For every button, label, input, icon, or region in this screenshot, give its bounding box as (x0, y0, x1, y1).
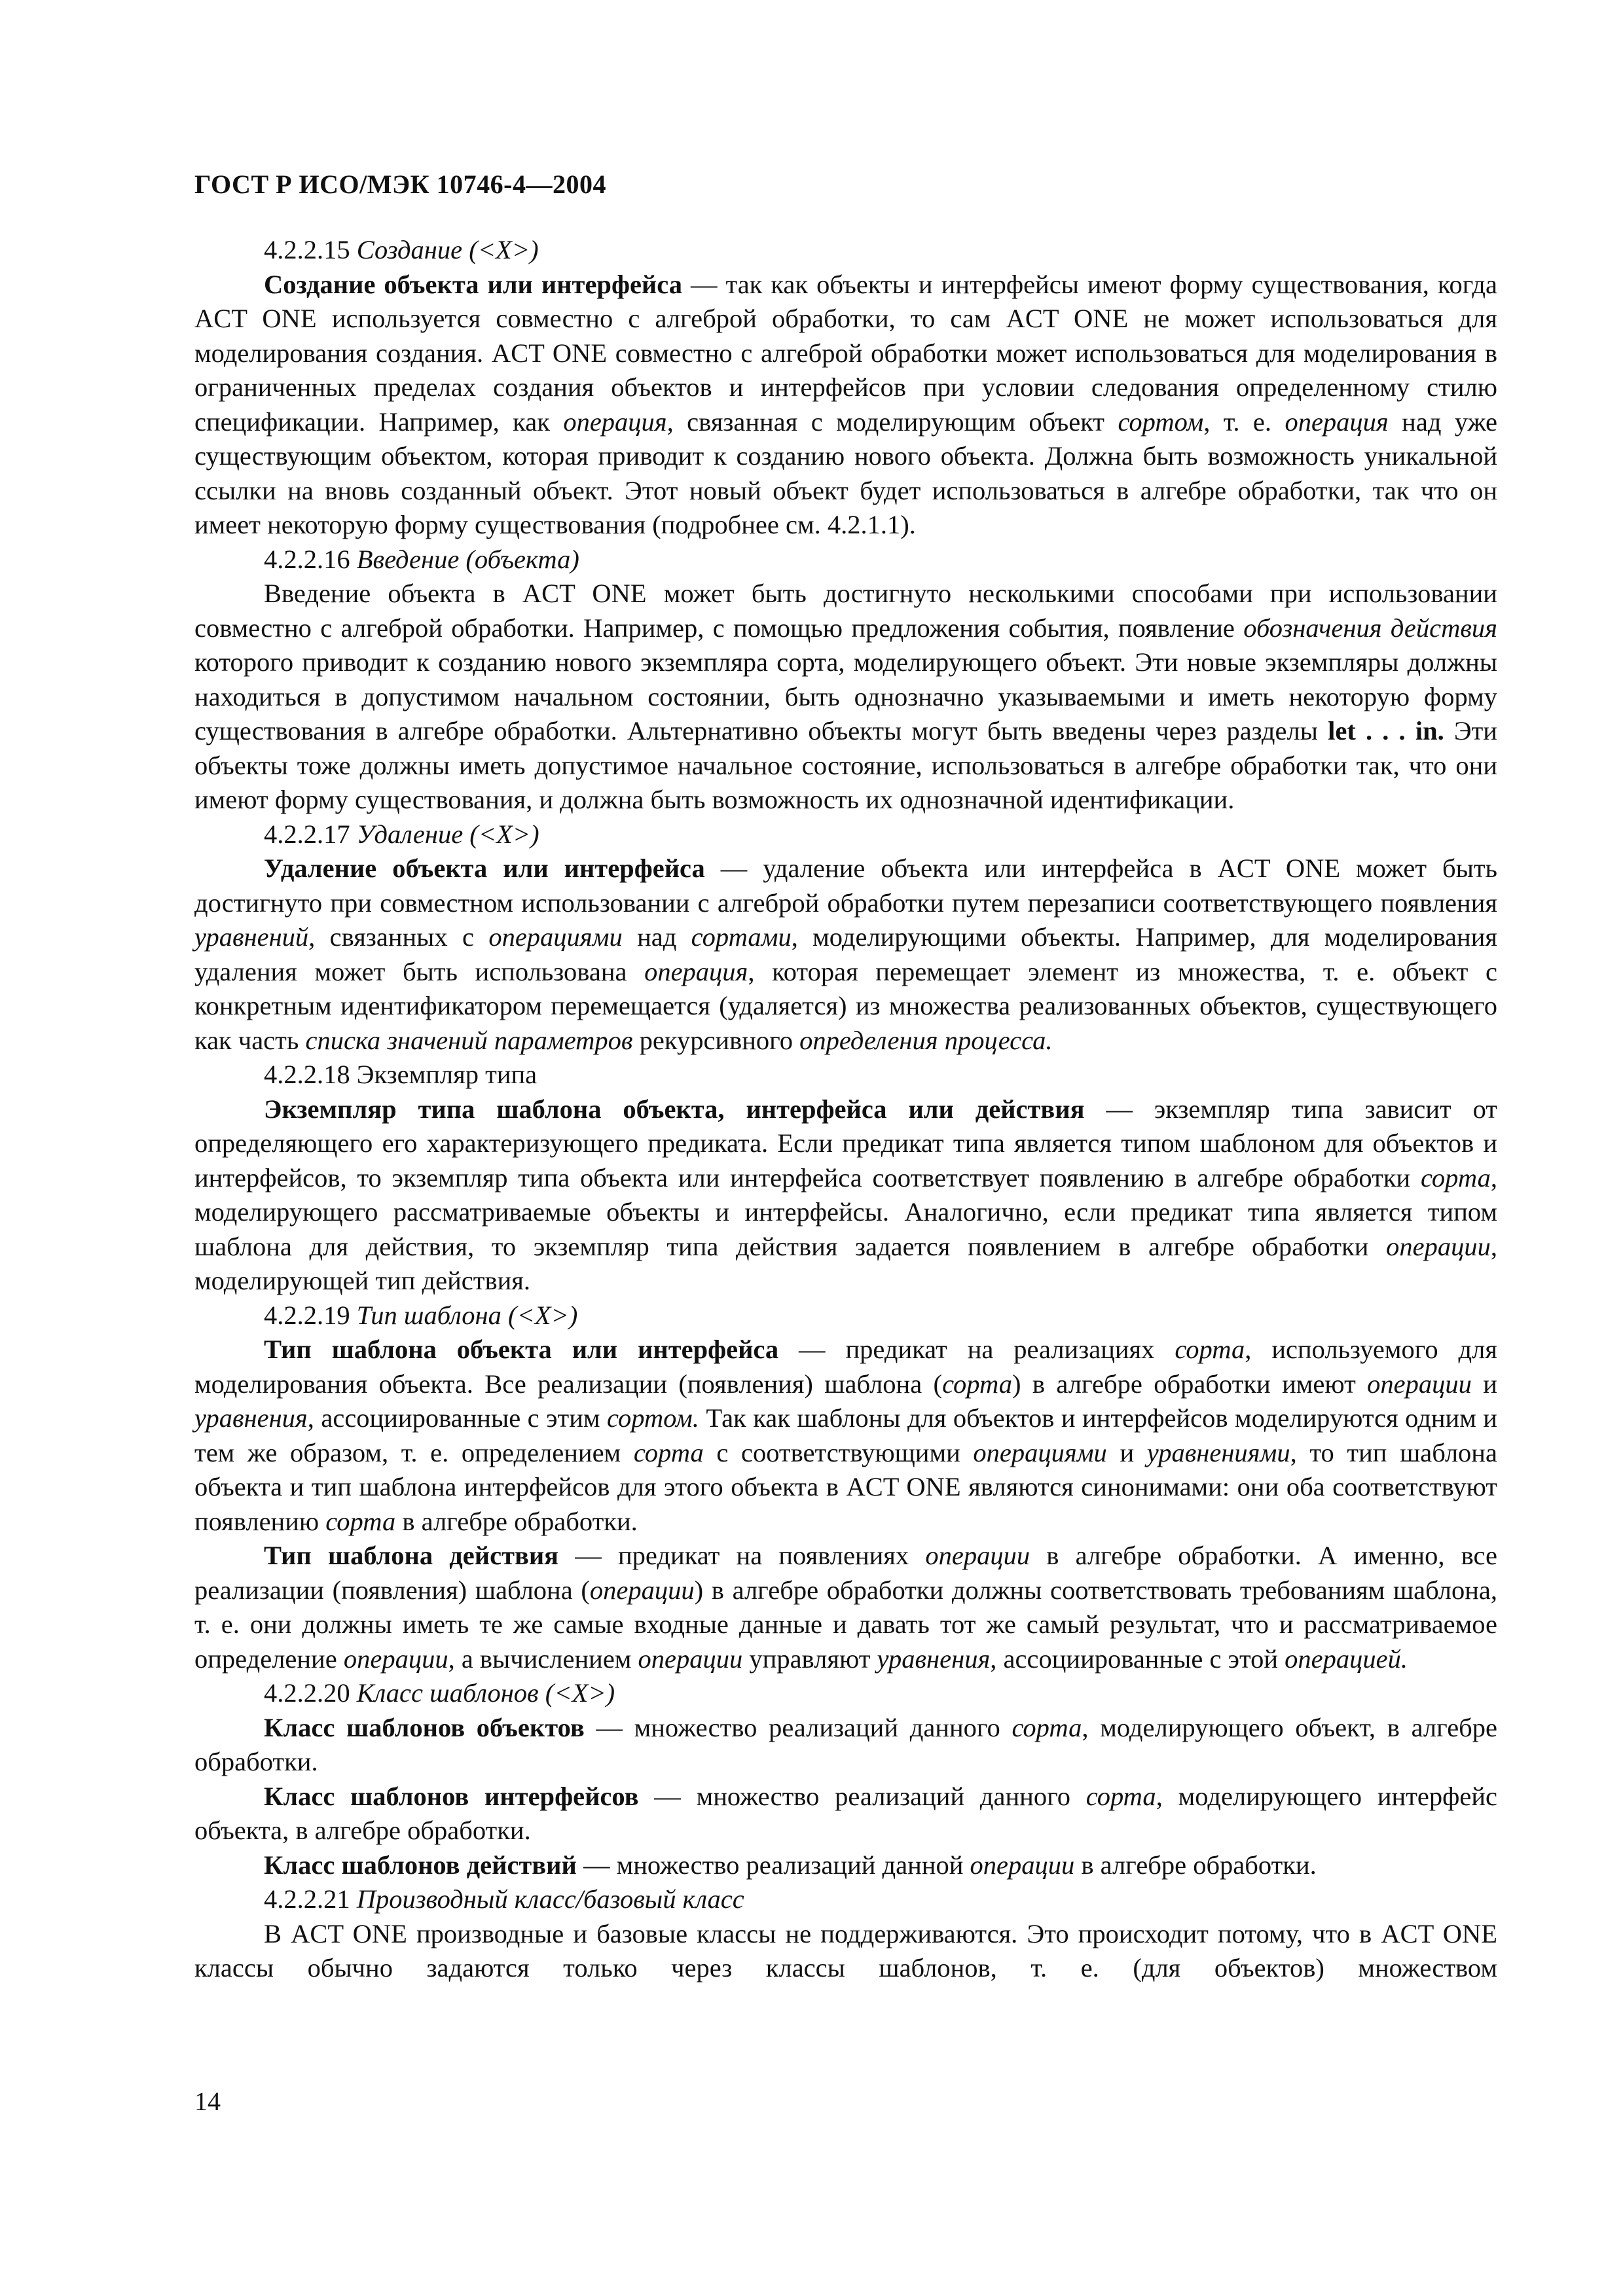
text-run: связанных с (315, 922, 489, 952)
term-italic: Создание (<X>) (356, 235, 539, 264)
text-run: , моделирующего объект, в алгебре обработки. (194, 1712, 1497, 1776)
text-run: 4.2.2.18 Экземпляр типа (264, 1060, 538, 1089)
term-italic: операция (1285, 406, 1389, 437)
text-run: Эти объекты тоже должны иметь допустимое начальное состояние, использоваться в алгебре обработки так, что они имеют форму существования, и должна быть возможность их однозначной идентификации. (194, 716, 1497, 814)
term-italic: сортами (691, 922, 792, 952)
term-bold: Тип шаблона объекта или интерфейса (264, 1335, 779, 1364)
clause-heading (194, 1676, 1497, 1711)
paragraph (194, 1917, 1497, 1986)
term-bold: let . . . in. (1328, 716, 1444, 745)
text-run: , ассоциированные с этой (990, 1643, 1285, 1674)
text-run: , используемого для моделирования объекта. Все реализации (появления) шаблона ( (194, 1335, 1497, 1399)
term-italic: операциями (488, 922, 623, 952)
term-bold: Класс шаблонов объектов (264, 1712, 585, 1742)
term-italic: уравнения (877, 1643, 991, 1674)
text-run: , а вычислением (448, 1643, 638, 1674)
paragraph (194, 1780, 1497, 1848)
term-italic: сорта (1085, 1781, 1156, 1811)
text-run: — удаление объекта или интерфейса в ACT ONE может быть достигнуто при совместном использовании с алгеброй обработки путем перезаписи соответствующего появления (194, 853, 1497, 918)
paragraph (194, 577, 1497, 817)
text-run: — множество реализаций данного (584, 1712, 1012, 1742)
term-italic: операции (1367, 1369, 1472, 1399)
text-run: в алгебре обработки. (395, 1506, 638, 1536)
term-italic: операциями (973, 1437, 1107, 1467)
text-run: управляют (742, 1643, 877, 1674)
text-run: 4.2.2.21 (264, 1884, 357, 1914)
clause-heading (194, 1299, 1497, 1333)
term-italic: Тип шаблона (<X>) (356, 1300, 578, 1330)
text-run: , моделирующего рассматриваемые объекты и интерфейсы. Аналогично, если предикат типа является типом шаблона для действия, то экземпляр типа действия задается появлением в алгебре обработки (194, 1162, 1497, 1261)
term-italic: определения процесса. (799, 1025, 1053, 1055)
text-run: которого приводит к созданию нового экземпляра сорта, моделирующего объект. Эти новые экземпляры должны находиться в допустимом начальном состоянии, быть однозначно указываемыми и иметь некоторую форму существования в алгебре обработки. Альтернативно объекты могут быть введены через разделы (194, 647, 1497, 745)
text-run: — предикат на появлениях (558, 1541, 926, 1570)
text-run: , ассоциированные с этим (307, 1403, 607, 1433)
term-italic: операции (1386, 1231, 1491, 1261)
term-italic: сортом (1118, 406, 1204, 437)
text-run: — так как объекты и интерфейсы имеют форму существования, когда ACT ONE используется совместно с алгеброй обработки, то сам ACT ONE не может использоваться для моделирования создания. ACT ONE совместно с алгеброй обработки может использоваться для моделирования в ограниченных пределах создания объектов и интерфейсов при условии следования определенному стилю спецификации. Например, как (194, 269, 1497, 437)
text-run: 4.2.2.17 (264, 819, 357, 849)
text-run: — предикат на реализациях (778, 1335, 1175, 1364)
text-run: над уже существующим объектом, которая приводит к созданию нового объекта. Должна быть возможность уникальной ссылки на вновь созданный объект. Этот новый объект будет использоваться в алгебре обработки, так что он имеет некоторую форму существования (подробнее см. 4.2.1.1). (194, 406, 1497, 539)
text-run: над (622, 922, 691, 952)
term-italic: сорта (1012, 1712, 1082, 1742)
term-italic: Введение (объекта) (356, 544, 579, 574)
text-run: ) в алгебре обработки должны соответствовать требованиям шаблона, т. е. они должны иметь те же самые входные данные и давать тот же самый результат, что и рассматриваемое определение (194, 1575, 1497, 1674)
term-italic: Класс шаблонов (<X>) (356, 1678, 615, 1708)
clause-heading (194, 1882, 1497, 1917)
term-italic: операцией. (1285, 1643, 1408, 1674)
text-run: 4.2.2.20 (264, 1678, 357, 1708)
text-run: , моделирующей тип действия. (194, 1231, 1497, 1295)
paragraph (194, 1092, 1497, 1299)
paragraph (194, 1333, 1497, 1539)
term-italic: Удаление (<X>) (356, 819, 539, 849)
term-italic: операция, (563, 406, 674, 437)
text-run: — экземпляр типа зависит от определяющего его характеризующего предиката. Если предикат типа является типом шаблоном для объектов и интерфейсов, то экземпляр типа объекта или интерфейса соответствует появлению в алгебре обработки (194, 1094, 1498, 1193)
paragraph (194, 852, 1497, 1058)
page-header: ГОСТ Р ИСО/МЭК 10746-4—2004 (194, 170, 606, 199)
term-bold: Тип шаблона действия (264, 1541, 559, 1570)
term-italic: сорта (633, 1437, 704, 1467)
text-run: связанная с моделирующим объект (673, 406, 1118, 437)
clause-heading (194, 543, 1497, 577)
text-run: — множество реализаций данного (638, 1781, 1086, 1811)
term-italic: уравнения (194, 1403, 308, 1433)
text-run: ) в алгебре обработки имеют (1012, 1369, 1368, 1399)
term-italic: сорта (1420, 1162, 1491, 1193)
term-italic: сорта (1175, 1335, 1245, 1364)
term-italic: обозначения действия (1243, 613, 1497, 643)
term-italic: сортом. (606, 1403, 699, 1433)
term-bold: Класс шаблонов интерфейсов (264, 1781, 639, 1811)
term-italic: операции (343, 1643, 448, 1674)
clause-heading (194, 1058, 1497, 1092)
term-bold: Создание объекта или интерфейса (264, 269, 682, 299)
paragraph (194, 1711, 1497, 1780)
term-italic: уравнений, (194, 922, 316, 952)
clause-heading (194, 817, 1497, 852)
text-run: и (1471, 1369, 1497, 1399)
document-body (194, 233, 1497, 1986)
text-run: 4.2.2.16 (264, 544, 357, 574)
term-bold: Класс шаблонов действий (264, 1850, 577, 1880)
term-italic: сорта (942, 1369, 1012, 1399)
text-run: с соответствующими (703, 1437, 974, 1467)
term-italic: операции (638, 1643, 743, 1674)
text-run: в алгебре обработки. (1074, 1850, 1317, 1880)
term-italic: уравнениями (1146, 1437, 1290, 1467)
text-run: , которая перемещает элемент из множества, т. е. объект с конкретным идентификатором перемещается (удаляется) из множества реализованных объектов, существующего как часть (194, 956, 1497, 1055)
text-run: , моделирующими объекты. Например, для моделирования удаления может быть использована (194, 922, 1497, 986)
text-run: 4.2.2.19 (264, 1300, 357, 1330)
text-run: Так как шаблоны для объектов и интерфейсов моделируются одним и тем же образом, т. е. определением (194, 1403, 1497, 1467)
term-italic: сорта (325, 1506, 396, 1536)
term-bold: Экземпляр типа шаблона объекта, интерфейса или действия (264, 1094, 1085, 1124)
term-bold: Удаление объекта или интерфейса (264, 853, 705, 883)
text-run: 4.2.2.15 (264, 235, 357, 264)
text-run: , т. е. (1203, 406, 1285, 437)
page-number: 14 (194, 2087, 221, 2116)
paragraph (194, 1539, 1497, 1676)
term-italic: операция (644, 956, 748, 986)
text-run: в алгебре обработки. А именно, все реализации (появления) шаблона ( (194, 1541, 1498, 1605)
term-italic: операции (970, 1850, 1075, 1880)
text-run: и (1106, 1437, 1147, 1467)
clause-heading (194, 233, 1497, 268)
text-run: , то тип шаблона объекта и тип шаблона интерфейсов для этого объекта в ACT ONE являются синонимами: они оба соответствуют появлению (194, 1437, 1497, 1536)
text-run: , моделирующего интерфейс объекта, в алгебре обработки. (194, 1781, 1497, 1845)
paragraph (194, 1848, 1497, 1883)
text-run: Введение объекта в ACT ONE может быть достигнуто несколькими способами при использовании совместно с алгеброй обработки. Например, с помощью предложения события, появление (194, 579, 1497, 643)
text-run: В ACT ONE производные и базовые классы не поддерживаются. Это происходит потому, что в ACT ONE классы обычно задаются только через классы шаблонов, т. е. (для объектов) множеством (194, 1918, 1497, 1982)
term-italic: операции (925, 1541, 1030, 1570)
term-italic: Производный класс/базовый класс (356, 1884, 744, 1914)
term-italic: операции (589, 1575, 695, 1605)
term-italic: списка значений параметров (305, 1025, 633, 1055)
paragraph (194, 268, 1497, 543)
text-run: — множество реализаций данной (576, 1850, 970, 1880)
text-run: рекурсивного (632, 1025, 800, 1055)
